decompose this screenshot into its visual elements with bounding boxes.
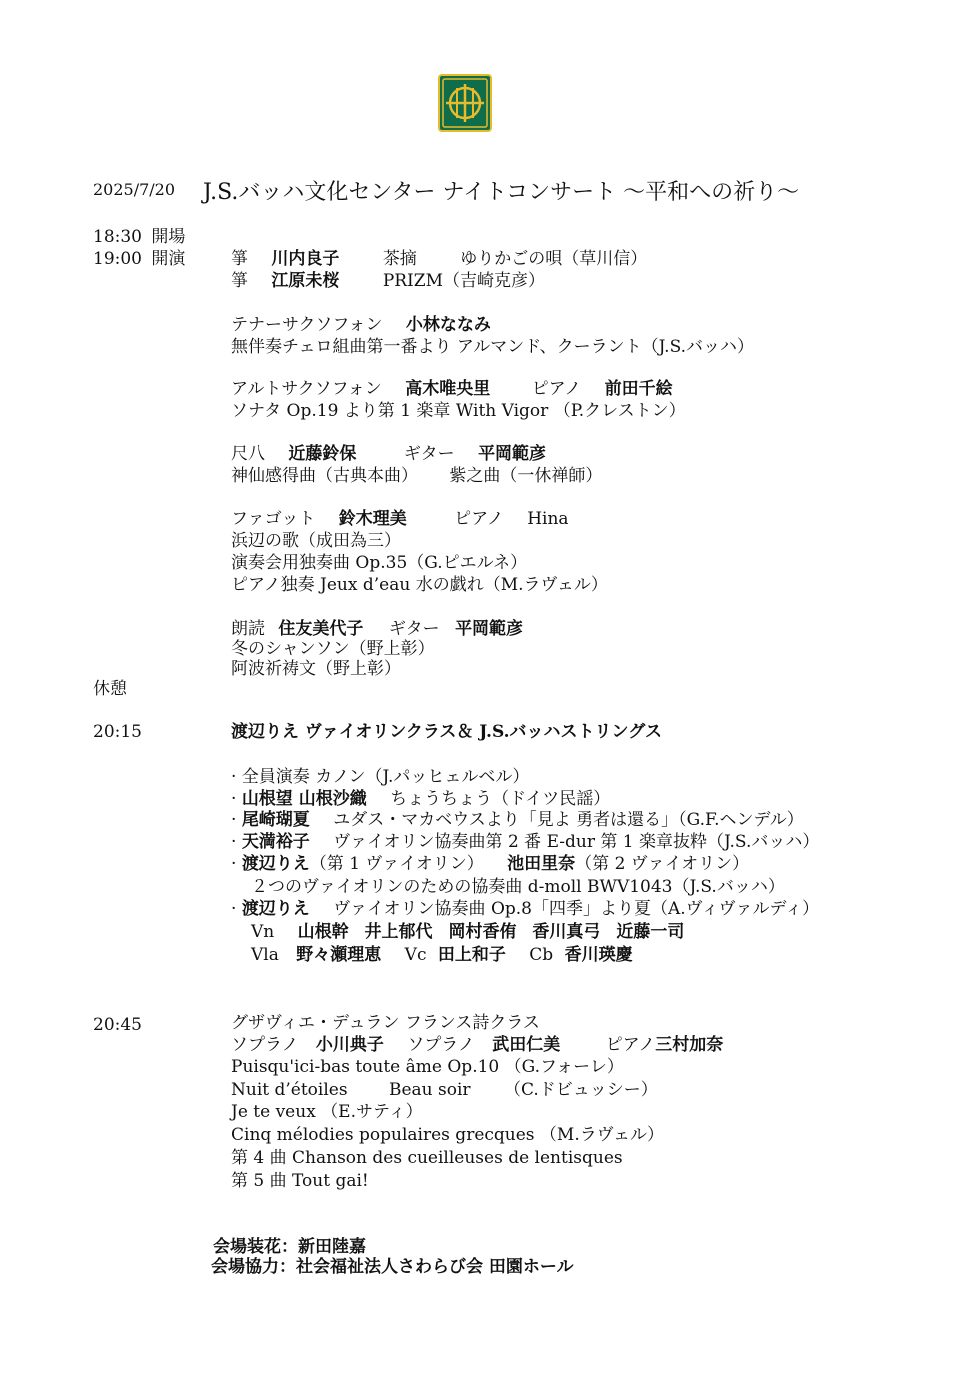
fagott-piano-instrument: ピアノ — [454, 509, 504, 529]
vla-name: 野々瀬理恵 — [296, 945, 382, 965]
shakuhachi-guitar-instrument: ギター — [403, 444, 455, 464]
koto2-instrument: 箏 — [231, 271, 248, 291]
bullet: · — [231, 899, 237, 919]
bullet: · — [231, 832, 237, 852]
koto2-piece: PRIZM（吉崎克彦） — [382, 271, 545, 291]
open-label: 開場 — [151, 227, 186, 247]
reading-row — [231, 618, 523, 640]
alto-sax-pianist: 前田千絵 — [604, 379, 673, 399]
strings-low-row — [251, 944, 633, 966]
reading-piece-1: 冬のシャンソン（野上彰） — [231, 639, 435, 659]
start-time-row — [93, 248, 185, 270]
koto2-performer: 江原未桜 — [271, 271, 340, 291]
pianist-name: 三村加奈 — [655, 1035, 724, 1055]
piece: ヴァイオリン協奏曲第 2 番 E-dur 第 1 楽章抜粋（J.S.バッハ） — [333, 832, 820, 852]
shakuhachi-pieces — [231, 465, 602, 487]
vn-label: Vn — [251, 922, 275, 942]
shakuhachi-performer: 近藤鈴保 — [288, 444, 357, 464]
piece: ちょうちょう（ドイツ民謡） — [390, 789, 611, 809]
vc-name: 田上和子 — [437, 945, 506, 965]
performer: 渡辺りえ — [241, 899, 310, 919]
alto-sax-instrument: アルトサクソフォン — [231, 379, 382, 399]
cb-label: Cb — [529, 945, 554, 965]
shakuhachi-piece-2: 紫之曲（一休禅師） — [449, 466, 603, 486]
vla-label: Vla — [251, 945, 279, 965]
reading-guitarist: 平岡範彦 — [455, 619, 524, 639]
violin-line-5 — [231, 853, 749, 875]
performer-2-part: （第 2 ヴァイオリン） — [575, 854, 750, 874]
alto-sax-row — [231, 378, 673, 400]
strings-vn-row — [251, 921, 684, 943]
bach-center-logo — [438, 74, 492, 132]
fagott-pianist: Hina — [527, 509, 569, 529]
shakuhachi-guitarist: 平岡範彦 — [478, 444, 547, 464]
reading-guitar-instrument: ギター — [388, 619, 440, 639]
song-2a: Nuit d’étoiles — [231, 1080, 348, 1100]
venue-flowers: 会場装花：新田陸嘉 — [213, 1237, 366, 1257]
tenor-sax-piece: 無伴奏チェロ組曲第一番より アルマンド、クーラント（J.S.バッハ） — [231, 337, 755, 357]
fagott-row — [231, 508, 569, 530]
fagott-piece-3: ピアノ独奏 Jeux d’eau 水の戯れ（M.ラヴェル） — [231, 575, 608, 595]
cb-name: 香川瑛慶 — [564, 945, 633, 965]
fagott-piece-1: 浜辺の歌（成田為三） — [231, 531, 401, 551]
tenor-sax-performer: 小林ななみ — [405, 315, 491, 335]
shakuhachi-piece-1: 神仙感得曲（古典本曲） — [231, 466, 418, 486]
reading-label: 朗読 — [231, 619, 265, 639]
vn-names: 山根幹 井上郁代 岡村香侑 香川真弓 近藤一司 — [297, 922, 685, 942]
song-2-row — [231, 1079, 658, 1101]
fagott-performer: 鈴木理美 — [338, 509, 407, 529]
open-time: 18:30 — [93, 227, 142, 247]
song-6: 第 5 曲 Tout gai! — [231, 1171, 369, 1191]
reading-performer: 住友美代子 — [278, 619, 364, 639]
song-3: Je te veux （E.サティ） — [231, 1102, 423, 1122]
soprano-1-name: 小川典子 — [315, 1035, 384, 1055]
open-time-row — [93, 226, 185, 248]
alto-sax-piano-instrument: ピアノ — [531, 379, 582, 399]
koto1-piece-2: ゆりかごの唄（草川信） — [460, 249, 648, 269]
performer: 尾崎瑚夏 — [241, 810, 310, 830]
start-time: 19:00 — [93, 249, 142, 269]
song-2-composer: （C.ドビュッシー） — [503, 1080, 658, 1100]
koto1-performer: 川内良子 — [271, 249, 340, 269]
performer-1: 渡辺りえ — [241, 854, 310, 874]
shakuhachi-instrument: 尺八 — [231, 444, 265, 464]
piece: ユダス・マカベウスより「見よ 勇者は還る」（G.F.ヘンデル） — [333, 810, 804, 830]
koto1-instrument: 箏 — [231, 249, 248, 269]
bullet: · — [231, 789, 237, 809]
intermission: 休憩 — [93, 679, 127, 699]
violin-line-6: ２つのヴァイオリンのための協奏曲 d-moll BWV1043（J.S.バッハ） — [251, 877, 785, 897]
part3-heading: グザヴィエ・デュラン フランス詩クラス — [231, 1013, 540, 1033]
soprano-1-label: ソプラノ — [231, 1035, 299, 1055]
alto-sax-performer: 高木唯央里 — [405, 379, 491, 399]
vc-label: Vc — [404, 945, 427, 965]
concert-title: J.S.バッハ文化センター ナイトコンサート ～平和への祈り～ — [203, 180, 800, 205]
alto-sax-piece: ソナタ Op.19 より第 1 楽章 With Vigor （P.クレストン） — [231, 401, 686, 421]
violin-line-4 — [231, 831, 819, 853]
concert-date: 2025/7/20 — [93, 180, 176, 199]
violin-line-3 — [231, 809, 804, 831]
koto1-piece: 茶摘 — [382, 249, 417, 269]
bullet: · — [231, 854, 237, 874]
song-2b: Beau soir — [388, 1080, 471, 1100]
song-4: Cinq mélodies populaires grecques （M.ラヴェル） — [231, 1125, 665, 1145]
koto1-row — [231, 248, 647, 270]
ensemble-line: · 全員演奏 カノン（J.パッヒェルベル） — [231, 767, 530, 787]
performer-2: 池田里奈 — [507, 854, 576, 874]
performers: 山根望 山根沙織 — [241, 789, 367, 809]
fagott-instrument: ファゴット — [231, 509, 316, 529]
start-label: 開演 — [151, 249, 186, 269]
violin-line-2 — [231, 788, 610, 810]
soprano-2-label: ソプラノ — [407, 1035, 475, 1055]
bullet: · — [231, 810, 237, 830]
tenor-sax-instrument: テナーサクソフォン — [231, 315, 383, 335]
part2-time: 20:15 — [93, 722, 142, 742]
part3-time: 20:45 — [93, 1015, 142, 1035]
violin-line-7 — [231, 898, 819, 920]
part3-performers — [231, 1034, 723, 1056]
performer-1-part: （第 1 ヴァイオリン） — [309, 854, 484, 874]
part2-heading: 渡辺りえ ヴァイオリンクラス＆ J.S.バッハストリングス — [231, 722, 663, 742]
fagott-piece-2: 演奏会用独奏曲 Op.35（G.ピエルネ） — [231, 553, 528, 573]
reading-piece-2: 阿波祈祷文（野上彰） — [231, 659, 401, 679]
shakuhachi-row — [231, 443, 546, 465]
performer: 天満裕子 — [241, 832, 310, 852]
venue-cooperation: 会場協力：社会福祉法人さわらび会 田園ホール — [211, 1257, 574, 1277]
song-5: 第 4 曲 Chanson des cueilleuses de lentisques — [231, 1148, 623, 1168]
soprano-2-name: 武田仁美 — [492, 1035, 561, 1055]
piece: ヴァイオリン協奏曲 Op.8「四季」より夏（A.ヴィヴァルディ） — [333, 899, 820, 919]
song-1: Puisqu'ici-bas toute âme Op.10 （G.フォーレ） — [231, 1057, 624, 1077]
tenor-sax-row — [231, 314, 491, 336]
piano-label: ピアノ — [605, 1035, 656, 1055]
koto2-row — [231, 270, 545, 292]
